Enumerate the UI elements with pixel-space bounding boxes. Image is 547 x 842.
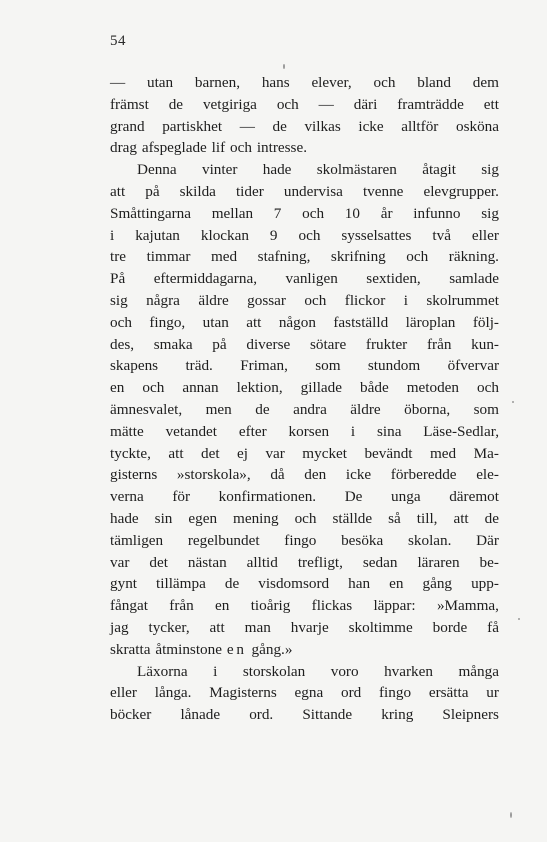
text-line xyxy=(110,639,499,661)
word: från xyxy=(426,335,452,353)
word: få xyxy=(487,618,499,636)
word: drag xyxy=(110,139,137,157)
text-line xyxy=(110,312,499,334)
word: och xyxy=(110,313,132,331)
text-line xyxy=(110,225,499,247)
word: som xyxy=(315,357,341,375)
text-line xyxy=(110,377,499,399)
word: tre xyxy=(110,248,127,266)
text-line xyxy=(110,508,499,530)
word: läraren xyxy=(417,553,460,571)
word: sötare xyxy=(309,335,347,353)
word: Småttingarna xyxy=(110,204,191,222)
word: klockan xyxy=(200,226,249,244)
word: flickas xyxy=(311,597,353,615)
word: borde xyxy=(432,618,468,636)
word: nästan xyxy=(187,553,227,571)
word: utan xyxy=(146,74,174,91)
word: att xyxy=(110,182,126,200)
word: be- xyxy=(479,553,499,571)
word: och xyxy=(230,139,252,157)
word: fingo xyxy=(379,684,412,702)
word: de xyxy=(224,575,240,593)
word: tioårig xyxy=(250,597,291,615)
text-line xyxy=(110,486,499,508)
word: På xyxy=(110,270,126,288)
word: de xyxy=(255,400,270,418)
word: men xyxy=(205,400,232,418)
word: bland xyxy=(417,74,451,91)
word: Sleipners xyxy=(442,706,499,724)
word: unga xyxy=(391,488,421,506)
word: vanligen xyxy=(285,270,338,288)
word: gossar xyxy=(247,291,286,309)
word: tycker, xyxy=(148,618,190,636)
text-line xyxy=(110,421,499,443)
text-line xyxy=(110,573,499,595)
word: osköna xyxy=(455,117,499,135)
word: partiskhet xyxy=(162,117,223,135)
text-line xyxy=(110,530,499,552)
word: en xyxy=(110,379,125,397)
word: diverse xyxy=(246,335,291,353)
scan-speck xyxy=(283,64,285,69)
word: från xyxy=(169,597,194,615)
word: långa. xyxy=(154,684,192,702)
word: äldre xyxy=(350,400,381,418)
word: konfirmationen. xyxy=(218,488,317,506)
text-line xyxy=(110,334,499,356)
word: infunno xyxy=(413,204,461,222)
word: skoltimme xyxy=(348,618,413,636)
word: fingo xyxy=(284,531,317,549)
word: äldre xyxy=(198,291,229,309)
word: elevgrupper. xyxy=(423,182,499,200)
word: upp- xyxy=(471,575,499,593)
word: läroplan xyxy=(405,313,456,331)
word: sysselsattes xyxy=(341,226,412,244)
word: öborna, xyxy=(404,400,451,418)
text-line xyxy=(110,552,499,574)
word: de xyxy=(168,95,184,113)
word: undervisa xyxy=(283,182,343,200)
word: sig xyxy=(481,204,499,222)
word: stundom xyxy=(367,357,421,375)
word: många xyxy=(458,662,499,680)
word: skrifning xyxy=(330,248,386,266)
word: på xyxy=(212,335,227,353)
word: och xyxy=(294,509,317,527)
word: mycket xyxy=(302,444,347,462)
scan-speck xyxy=(512,401,514,403)
word: stafning, xyxy=(257,248,311,266)
word: och xyxy=(477,379,499,397)
word: åtminstone xyxy=(155,640,222,658)
word: Där xyxy=(476,531,499,549)
word: intresse. xyxy=(256,139,308,157)
word: icke xyxy=(358,117,384,135)
word: kajutan xyxy=(135,226,180,244)
text-line xyxy=(110,464,499,486)
word: sedan xyxy=(362,553,398,571)
word: eller xyxy=(110,684,137,702)
word: des, xyxy=(110,335,135,353)
word: ur xyxy=(486,684,499,702)
word: att xyxy=(209,618,225,636)
word: Friman, xyxy=(240,357,288,375)
word: tider xyxy=(235,182,264,200)
word: så xyxy=(388,509,401,527)
word: sina xyxy=(376,422,402,440)
word: gynt xyxy=(110,575,138,593)
word: gillade xyxy=(300,379,342,397)
word: ord xyxy=(340,684,362,702)
word: åtagit xyxy=(422,161,456,179)
word: timmar xyxy=(146,248,191,266)
word: då xyxy=(270,466,285,484)
word: vetandet xyxy=(165,422,218,440)
word: alltid xyxy=(246,553,278,571)
word: skolrummet xyxy=(426,291,499,309)
word: elever, xyxy=(311,74,352,91)
word: »Mamma, xyxy=(436,597,499,615)
word: i xyxy=(403,291,408,309)
word: gång.» xyxy=(251,640,293,658)
word: afspeglade xyxy=(141,139,207,157)
word: mening xyxy=(233,509,279,527)
word: efter xyxy=(238,422,267,440)
word: tämligen xyxy=(110,531,164,549)
word: ämnesvalet, xyxy=(110,400,183,418)
word: skolmästaren xyxy=(316,161,397,179)
word: hans xyxy=(261,74,290,91)
word: verna xyxy=(110,488,144,506)
word: andra xyxy=(293,400,327,418)
word: sig xyxy=(110,291,128,309)
word: framträdde xyxy=(397,95,464,113)
word: dem xyxy=(472,74,499,91)
word: Läse-Sedlar, xyxy=(423,422,499,440)
word: lif xyxy=(211,139,226,157)
text-line xyxy=(110,94,499,116)
word: — xyxy=(318,95,334,113)
word: det xyxy=(149,553,168,571)
word: i xyxy=(350,422,356,440)
text-line xyxy=(110,203,499,225)
word: ord. xyxy=(249,706,274,724)
word: böcker xyxy=(110,706,152,724)
word: sextiden, xyxy=(366,270,421,288)
word: i xyxy=(213,662,218,680)
text-line xyxy=(110,443,499,465)
word: ele- xyxy=(476,466,499,484)
word: skolan. xyxy=(407,531,452,549)
word: Magisterns xyxy=(209,684,277,702)
scan-speck xyxy=(510,812,512,818)
word: en xyxy=(389,575,404,593)
word: kun- xyxy=(471,335,499,353)
word: man xyxy=(244,618,271,636)
word: besöka xyxy=(341,531,384,549)
word: och xyxy=(298,226,321,244)
word: jag xyxy=(110,618,129,636)
word: alltför xyxy=(401,117,439,135)
word: fångat xyxy=(110,597,148,615)
word: lektion, xyxy=(236,379,283,397)
word: de xyxy=(272,117,287,135)
word: för xyxy=(172,488,191,506)
word: att xyxy=(246,313,262,331)
word: räkning. xyxy=(448,248,499,266)
word: däremot xyxy=(449,488,499,506)
text-line xyxy=(110,116,499,138)
text-line xyxy=(110,159,499,181)
word: korsen xyxy=(288,422,330,440)
word: som xyxy=(473,400,499,418)
word: på xyxy=(145,182,160,200)
scan-speck xyxy=(518,618,520,620)
word: fingo, xyxy=(149,313,186,331)
word: eller xyxy=(471,226,499,244)
word: egen xyxy=(188,509,218,527)
body-text xyxy=(110,72,499,726)
word: förberedde xyxy=(390,466,457,484)
word: och xyxy=(406,248,429,266)
word: annan xyxy=(182,379,219,397)
word: skratta xyxy=(110,640,151,658)
text-line xyxy=(110,399,499,421)
word: tyckte, xyxy=(110,444,151,462)
word: vetgiriga xyxy=(202,95,257,113)
text-line xyxy=(110,290,499,312)
word: tillämpa xyxy=(156,575,206,593)
text-line xyxy=(110,355,499,377)
word: bevändt xyxy=(364,444,413,462)
page-number: 54 xyxy=(110,33,126,49)
word: 9 xyxy=(269,226,278,244)
word: att xyxy=(453,509,469,527)
word: en xyxy=(226,640,247,658)
word: Ma- xyxy=(473,444,499,462)
word: De xyxy=(344,488,363,506)
word: ställde xyxy=(332,509,373,527)
word: trefligt, xyxy=(297,553,343,571)
text-line xyxy=(110,181,499,203)
word: och xyxy=(302,204,325,222)
word: regelbundet xyxy=(187,531,260,549)
word: icke xyxy=(345,466,372,484)
word: öfvervar xyxy=(447,357,499,375)
word: läppar: xyxy=(373,597,416,615)
word: han xyxy=(348,575,371,593)
word: skapens xyxy=(110,357,159,375)
text-line xyxy=(110,268,499,290)
word: och xyxy=(142,379,165,397)
word: tvenne xyxy=(362,182,404,200)
word: utan xyxy=(202,313,229,331)
word: voro xyxy=(330,662,359,680)
word: några xyxy=(146,291,180,309)
word: visdomsord xyxy=(258,575,330,593)
word: främst xyxy=(110,95,149,113)
word: egna xyxy=(294,684,324,702)
word: mellan xyxy=(211,204,254,222)
word: var xyxy=(110,553,130,571)
word: flickor xyxy=(344,291,386,309)
word: smaka xyxy=(153,335,193,353)
word: ersätta xyxy=(428,684,469,702)
text-line xyxy=(110,246,499,268)
word: däri xyxy=(353,95,378,113)
text-line xyxy=(110,137,499,159)
word: den xyxy=(304,466,327,484)
word: eftermiddagarna, xyxy=(153,270,257,288)
word: följ- xyxy=(472,313,499,331)
word: vilkas xyxy=(304,117,341,135)
text-line xyxy=(110,617,499,639)
word: »storskola», xyxy=(176,466,251,484)
word: — xyxy=(110,74,126,91)
word: vinter xyxy=(201,161,238,179)
word: kring xyxy=(381,706,414,724)
text-line xyxy=(110,704,499,726)
text-line xyxy=(110,682,499,704)
word: samlade xyxy=(449,270,499,288)
word: och xyxy=(304,291,327,309)
word: till, xyxy=(416,509,438,527)
word: sin xyxy=(154,509,173,527)
text-line xyxy=(110,595,499,617)
word: träd. xyxy=(185,357,213,375)
word: gisterns xyxy=(110,466,158,484)
word: fastställd xyxy=(333,313,389,331)
word: hade xyxy=(110,509,139,527)
word: frukter xyxy=(365,335,408,353)
word: storskolan xyxy=(242,662,306,680)
word: grand xyxy=(110,117,145,135)
word: Sittande xyxy=(302,706,353,724)
word: gång xyxy=(422,575,453,593)
word: med xyxy=(429,444,457,462)
word: lånade xyxy=(180,706,221,724)
word: Denna xyxy=(137,161,177,179)
word: någon xyxy=(278,313,316,331)
word: det xyxy=(201,444,220,462)
text-line xyxy=(110,661,499,683)
word: 10 xyxy=(344,204,360,222)
word: ej xyxy=(237,444,248,462)
word: barnen, xyxy=(194,74,241,91)
word: hvarje xyxy=(290,618,329,636)
word: sig xyxy=(481,161,499,179)
word: metoden xyxy=(406,379,460,397)
text-line xyxy=(110,72,499,94)
word: och xyxy=(373,74,396,91)
word: år xyxy=(380,204,393,222)
word: hvarken xyxy=(384,662,433,680)
word: både xyxy=(360,379,389,397)
word: mätte xyxy=(110,422,144,440)
word: att xyxy=(168,444,184,462)
word: skilda xyxy=(179,182,216,200)
word: var xyxy=(265,444,285,462)
word: en xyxy=(215,597,230,615)
word: i xyxy=(110,226,115,244)
word: med xyxy=(210,248,238,266)
word: och xyxy=(276,95,299,113)
word: ett xyxy=(483,95,499,113)
word: de xyxy=(484,509,499,527)
word: Läxorna xyxy=(137,662,188,680)
word: 7 xyxy=(273,204,282,222)
word: hade xyxy=(262,161,292,179)
word: två xyxy=(432,226,451,244)
word: — xyxy=(239,117,255,135)
